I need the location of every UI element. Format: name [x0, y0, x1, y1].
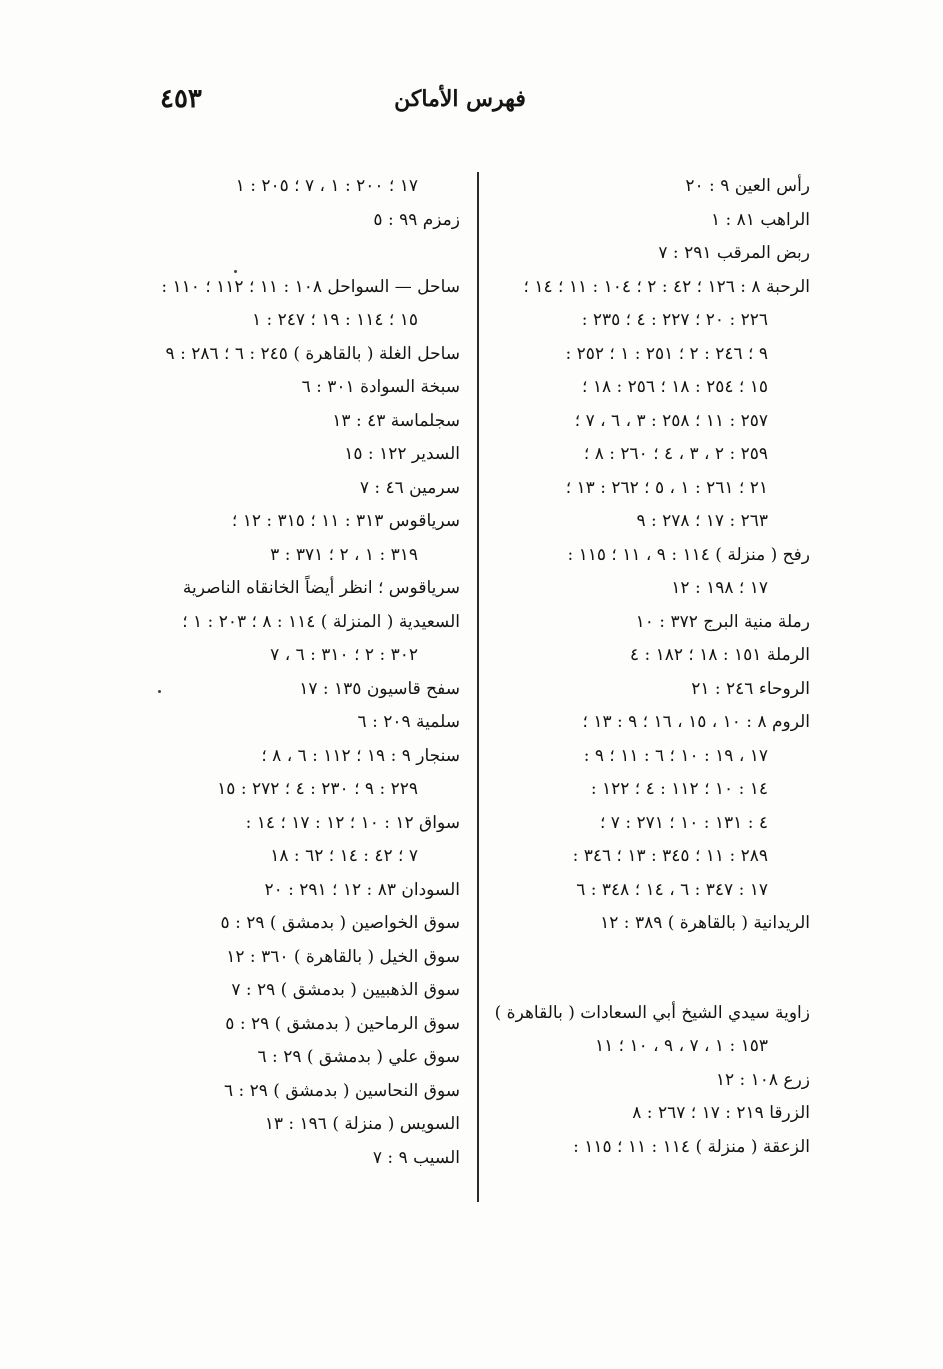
index-continuation-line: ٧ ؛ ٤٢ : ١٤ ؛ ٦٢ : ١٨ — [270, 846, 418, 866]
column-divider — [477, 172, 479, 1202]
index-continuation-line: ٢٨٩ : ١١ ؛ ٣٤٥ : ١٣ ؛ ٣٤٦ : — [572, 846, 768, 866]
page-number: ٤٥٣ — [160, 84, 202, 114]
index-entry: ربض المرقب ٢٩١ : ٧ — [658, 243, 810, 263]
index-entry: السدير ١٢٢ : ١٥ — [344, 444, 460, 464]
index-entry: الزرقا ٢١٩ : ١٧ ؛ ٢٦٧ : ٨ — [632, 1103, 810, 1123]
index-entry: رأس العين ٩ : ٢٠ — [685, 176, 810, 196]
index-entry: زمزم ٩٩ : ٥ — [373, 209, 460, 230]
index-entry: ساحل — السواحل ١٠٨ : ١١ ؛ ١١٢ ؛ ١١٠ : — [161, 276, 460, 297]
ink-speck — [234, 270, 237, 273]
index-continuation-line: ٢٥٧ : ١١ ؛ ٢٥٨ : ٣ ، ٦ ، ٧ ؛ — [574, 410, 768, 431]
index-continuation-line: ١٥٣ : ١ ، ٧ ، ٩ ، ١٠ ؛ ١١ — [594, 1036, 768, 1056]
index-entry: سجلماسة ٤٣ : ١٣ — [332, 410, 460, 431]
left-index-column — [150, 170, 460, 1175]
index-continuation-line: ١٥ ؛ ١١٤ : ١٩ ؛ ٢٤٧ : ١ — [251, 310, 418, 330]
index-continuation-line: ١٥ ؛ ٢٥٤ : ١٨ ؛ ٢٥٦ : ١٨ ؛ — [582, 377, 768, 397]
index-entry: زاوية سيدي الشيخ أبي السعادات ( بالقاهرة ) — [494, 1002, 810, 1023]
index-entry: السعيدية ( المنزلة ) ١١٤ : ٨ ؛ ٢٠٣ : ١ ؛ — [182, 611, 460, 632]
index-entry: سواق ١٢ : ١٠ ؛ ١٢ : ١٧ ؛ ١٤ : — [245, 812, 460, 833]
index-entry: السويس ( منزلة ) ١٩٦ : ١٣ — [264, 1114, 460, 1134]
index-continuation-line: ٢١ ؛ ٢٦١ : ١ ، ٥ ؛ ٢٦٢ : ١٣ ؛ — [565, 477, 768, 498]
index-entry: رفح ( منزلة ) ١١٤ : ٩ ، ١١ ؛ ١١٥ : — [567, 544, 810, 565]
index-entry: سوق الخيل ( بالقاهرة ) ٣٦٠ : ١٢ — [226, 946, 460, 967]
index-entry: سوق الرماحين ( بدمشق ) ٢٩ : ٥ — [225, 1013, 460, 1034]
index-entry: سوق الذهبيين ( بدمشق ) ٢٩ : ٧ — [231, 980, 460, 1000]
index-entry: سرياقوس ؛ انظر أيضاً الخانقاه الناصرية — [182, 578, 460, 598]
index-entry: الراهب ٨١ : ١ — [710, 209, 810, 230]
index-entry: الرملة ١٥١ : ١٨ ؛ ١٨٢ : ٤ — [629, 645, 810, 665]
index-entry: سرمين ٤٦ : ٧ — [359, 477, 460, 498]
index-continuation-line: ١٧ ؛ ٢٠٠ : ١ ، ٧ ؛ ٢٠٥ : ١ — [235, 176, 418, 196]
index-entry: سفح قاسيون ١٣٥ : ١٧ — [299, 678, 460, 699]
index-entry: سلمية ٢٠٩ : ٦ — [357, 712, 460, 732]
ink-speck — [158, 690, 161, 693]
index-entry: رملة منية البرج ٣٧٢ : ١٠ — [635, 611, 810, 632]
index-entry: سوق علي ( بدمشق ) ٢٩ : ٦ — [257, 1047, 460, 1067]
index-continuation-line: ١٧ ، ١٩ : ١٠ ؛ ٦ : ١١ ؛ ٩ : — [583, 745, 768, 766]
index-continuation-line: ٢٢٩ : ٩ ؛ ٢٣٠ : ٤ ؛ ٢٧٢ : ١٥ — [217, 779, 418, 799]
index-entry: سرياقوس ٣١٣ : ١١ ؛ ٣١٥ : ١٢ ؛ — [231, 511, 460, 531]
index-entry: سبخة السوادة ٣٠١ : ٦ — [301, 377, 460, 397]
index-continuation-line: ٢٦٣ : ١٧ ؛ ٢٧٨ : ٩ — [636, 511, 768, 531]
index-continuation-line: ٢٥٩ : ٢ ، ٣ ، ٤ ؛ ٢٦٠ : ٨ ؛ — [583, 444, 768, 464]
index-entry: الروحاء ٢٤٦ : ٢١ — [691, 678, 810, 699]
index-entry: سوق النحاسين ( بدمشق ) ٢٩ : ٦ — [223, 1080, 460, 1101]
index-entry: سوق الخواصين ( بدمشق ) ٢٩ : ٥ — [220, 913, 460, 933]
blank-line — [150, 237, 460, 271]
index-entry: الرحبة ٨ : ١٢٦ ؛ ٤٢ : ٢ ؛ ١٠٤ : ١١ ؛ ١٤ ؛ — [523, 276, 810, 297]
index-continuation-line: ٣١٩ : ١ ، ٢ ؛ ٣٧١ : ٣ — [270, 544, 418, 565]
index-continuation-line: ٢٢٦ : ٢٠ ؛ ٢٢٧ : ٤ ؛ ٢٣٥ : — [581, 310, 768, 330]
page-title: فهرس الأماكن — [394, 86, 526, 112]
index-entry: سنجار ٩ : ١٩ ؛ ١١٢ : ٦ ، ٨ ؛ — [261, 745, 460, 766]
index-continuation-line: ١٤ : ١٠ ؛ ١١٢ : ٤ ؛ ١٢٢ : — [590, 779, 768, 799]
blank-line — [490, 941, 810, 997]
index-continuation-line: ١٧ : ٣٤٧ : ٦ ، ١٤ ؛ ٣٤٨ : ٦ — [576, 879, 768, 900]
index-continuation-line: ٣٠٢ : ٢ ؛ ٣١٠ : ٦ ، ٧ — [270, 645, 418, 665]
right-index-column — [490, 170, 810, 1164]
index-entry: ساحل الغلة ( بالقاهرة ) ٢٤٥ : ٦ ؛ ٢٨٦ : ٩ — [165, 343, 460, 364]
index-entry: الريدانية ( بالقاهرة ) ٣٨٩ : ١٢ — [600, 913, 810, 933]
index-continuation-line: ١٧ ؛ ١٩٨ : ١٢ — [671, 578, 768, 598]
index-continuation-line: ٤ : ١٣١ : ١٠ ؛ ٢٧١ : ٧ ؛ — [599, 812, 768, 833]
index-entry: الزعقة ( منزلة ) ١١٤ : ١١ ؛ ١١٥ : — [573, 1136, 810, 1157]
index-continuation-line: ٩ ؛ ٢٤٦ : ٢ ؛ ٢٥١ : ١ ؛ ٢٥٢ : — [565, 343, 768, 364]
index-entry: السودان ٨٣ : ١٢ ؛ ٢٩١ : ٢٠ — [264, 879, 460, 900]
index-entry: السيب ٩ : ٧ — [372, 1147, 460, 1168]
index-entry: الروم ٨ : ١٠ ، ١٥ ، ١٦ ؛ ٩ : ١٣ ؛ — [582, 712, 810, 732]
index-entry: زرع ١٠٨ : ١٢ — [715, 1069, 810, 1090]
